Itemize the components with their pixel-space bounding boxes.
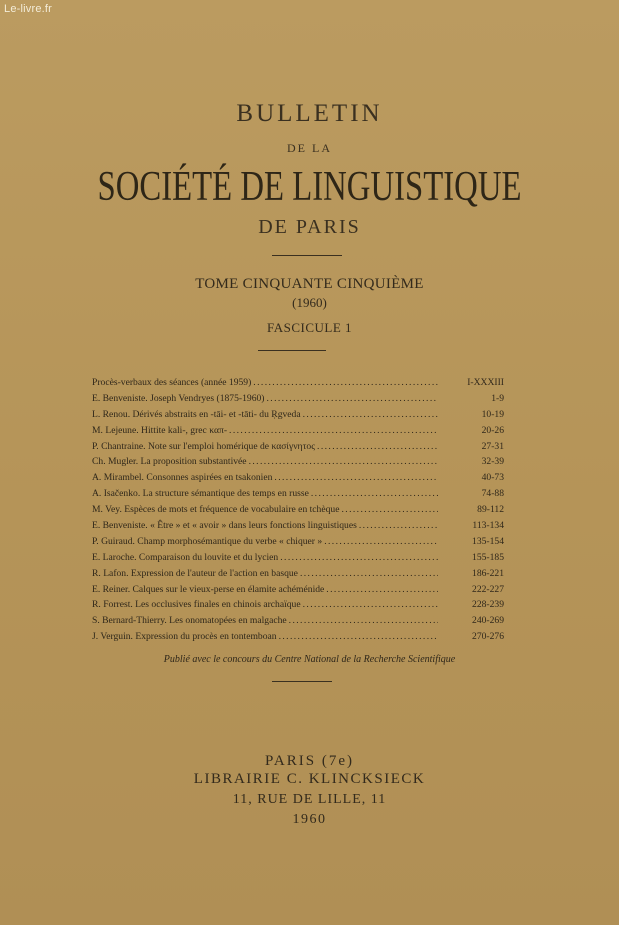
title-de-paris: DE PARIS (258, 216, 361, 238)
toc-entry (92, 518, 504, 534)
toc-entry (92, 391, 504, 407)
toc-entry-title: E. Benveniste. « Être » et « avoir » dans leurs fonctions linguistiques (92, 520, 357, 532)
title-societe: SOCIÉTÉ DE LINGUISTIQUE (97, 164, 522, 210)
publisher-city: PARIS (7e) (264, 753, 355, 769)
tome-year: (1960) (292, 295, 327, 310)
toc-entry (92, 597, 504, 613)
toc-entry-title: R. Lafon. Expression de l'auteur de l'action en basque (92, 567, 298, 579)
toc-entry-title: L. Renou. Dérivés abstraits en -tāi- et -tāti- du Ṛgveda (92, 408, 301, 420)
title-de-la: DE LA (287, 141, 332, 155)
toc-entry (92, 613, 504, 629)
toc-entry-pages: 228-239 (472, 599, 504, 611)
toc-entry-title: P. Chantraine. Note sur l'emploi homérique de κασίγνητος (92, 440, 316, 452)
toc-entry-pages: 240-269 (472, 615, 504, 627)
toc-leader-dots (279, 629, 438, 645)
toc-entry-pages: 155-185 (472, 551, 504, 563)
toc-leader-dots (280, 550, 438, 566)
toc-leader-dots (253, 375, 438, 391)
toc-entry (92, 486, 504, 502)
toc-leader-dots (300, 566, 438, 582)
toc-leader-dots (249, 454, 438, 470)
toc-entry-pages: 74-88 (481, 488, 504, 500)
toc-entry (92, 470, 504, 486)
toc-entry-pages: 27-31 (481, 440, 504, 452)
divider-rule-2 (258, 350, 326, 351)
toc-entry (92, 375, 504, 391)
toc-leader-dots (341, 502, 438, 518)
toc-entry-title: A. Mirambel. Consonnes aspirées en tsakonien (92, 472, 273, 484)
toc-entry (92, 582, 504, 598)
toc-entry-pages: 40-73 (481, 472, 504, 484)
publisher-name: LIBRAIRIE C. KLINCKSIECK (193, 771, 426, 787)
title-bulletin: BULLETIN (236, 100, 383, 127)
toc-entry-pages: 32-39 (481, 456, 504, 468)
toc-entry-title: E. Benveniste. Joseph Vendryes (1875-1960) (92, 392, 265, 404)
toc-leader-dots (274, 470, 438, 486)
tome-label: TOME CINQUANTE CINQUIÈME (195, 276, 424, 292)
toc-entry (92, 550, 504, 566)
toc-entry-title: E. Reiner. Calques sur le vieux-perse en élamite achéménide (92, 583, 325, 595)
toc-entry-title: J. Verguin. Expression du procès en tontemboan (92, 631, 277, 643)
toc-entry-title: A. Isačenko. La structure sémantique des temps en russe (92, 488, 309, 500)
toc-leader-dots (303, 407, 438, 423)
toc-entry (92, 566, 504, 582)
toc-entry-title: P. Guiraud. Champ morphosémantique du verbe « chiquer » (92, 535, 323, 547)
toc-entry-pages: 89-112 (477, 504, 504, 516)
table-of-contents (92, 375, 504, 645)
toc-leader-dots (266, 391, 438, 407)
toc-entry (92, 629, 504, 645)
toc-entry-pages: 135-154 (472, 535, 504, 547)
toc-entry (92, 439, 504, 455)
toc-entry-title: M. Vey. Espèces de mots et fréquence de vocabulaire en tchèque (92, 504, 340, 516)
toc-entry-title: E. Laroche. Comparaison du louvite et du lycien (92, 551, 279, 563)
toc-leader-dots (311, 486, 438, 502)
publication-note: Publié avec le concours du Centre National de la Recherche Scientifique (163, 654, 456, 665)
toc-entry-pages: 222-227 (472, 583, 504, 595)
toc-leader-dots (359, 518, 438, 534)
toc-entry-pages: 186-221 (472, 567, 504, 579)
toc-entry-title: S. Bernard-Thierry. Les onomatopées en malgache (92, 615, 287, 627)
toc-entry (92, 502, 504, 518)
toc-leader-dots (324, 534, 438, 550)
toc-leader-dots (289, 613, 438, 629)
toc-entry-title: M. Lejeune. Hittite kali-, grec καπ- (92, 424, 228, 436)
publication-year: 1960 (292, 812, 327, 827)
toc-entry (92, 534, 504, 550)
publisher-address: 11, RUE DE LILLE, 11 (232, 792, 387, 807)
toc-entry-pages: I-XXXIII (467, 377, 504, 388)
toc-entry-title: Ch. Mugler. La proposition substantivée (92, 456, 247, 468)
toc-entry-title: R. Forrest. Les occlusives finales en chinois archaïque (92, 599, 301, 611)
toc-entry-pages: 113-134 (472, 520, 504, 532)
divider-rule-1 (272, 255, 342, 256)
toc-entry-title: Procès-verbaux des séances (année 1959) (92, 377, 252, 388)
toc-entry (92, 423, 504, 439)
site-watermark: Le-livre.fr (4, 3, 53, 15)
divider-rule-3 (272, 681, 332, 682)
fascicule-label: FASCICULE 1 (266, 320, 353, 335)
toc-entry-pages: 20-26 (481, 424, 504, 436)
toc-entry-pages: 270-276 (472, 631, 504, 643)
toc-entry (92, 407, 504, 423)
toc-entry-pages: 10-19 (481, 408, 504, 420)
toc-entry-pages: 1-9 (491, 392, 504, 404)
toc-entry (92, 454, 504, 470)
toc-leader-dots (229, 423, 438, 439)
toc-leader-dots (303, 597, 438, 613)
toc-leader-dots (326, 582, 438, 598)
toc-leader-dots (317, 439, 438, 455)
